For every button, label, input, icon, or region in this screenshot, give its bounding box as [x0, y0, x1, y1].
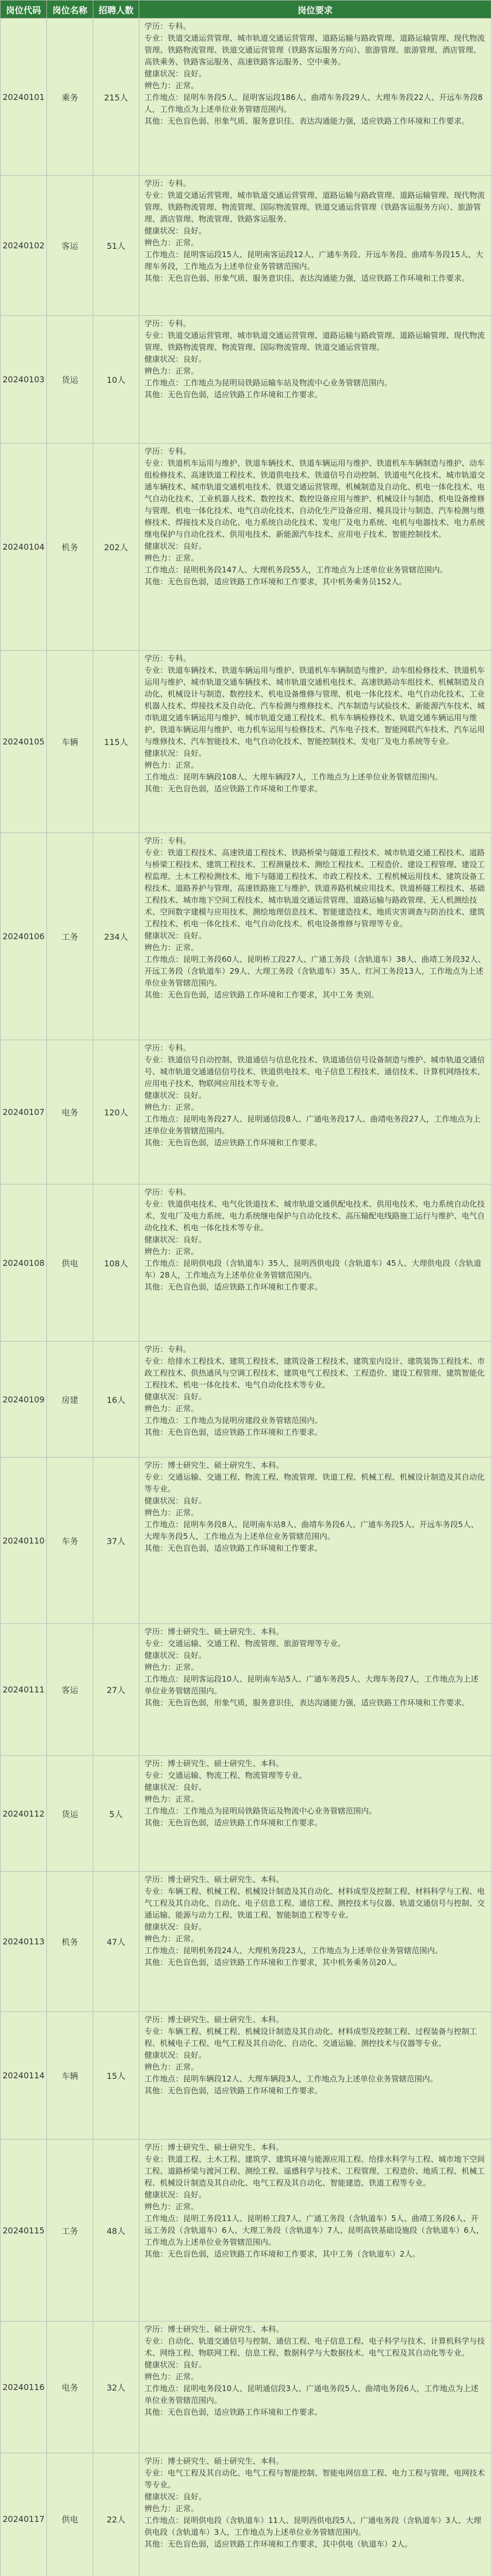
- position-name: 客运: [47, 1624, 93, 1756]
- hiring-count: 51人: [93, 176, 139, 316]
- position-name: 车务: [47, 1458, 93, 1624]
- table-row: [1, 1342, 491, 1458]
- hiring-count: 27人: [93, 1624, 139, 1756]
- position-code: 20240103: [1, 316, 47, 444]
- position-code: 20240101: [1, 19, 47, 176]
- hiring-count: 10人: [93, 316, 139, 444]
- hiring-count: 108人: [93, 1184, 139, 1342]
- table-row: [1, 19, 491, 176]
- position-requirements: 学历：博士研究生、硕士研究生、本科。 专业：自动化、轨道交通信号与控制、通信工程、电子信息工程、电子科学与技术、计算机科学与技术、网络工程、物联网工程、信息工程、数据科学与大数据技术、电气工程及其自动化等专业。 健康状况：良好。 辨色力：正常。 工作地点：昆明电务段10人、昆明通信段3人、广通电务段5人、曲靖电务段6人，工作地点为上述单位业务管辖范围内。 其他：无色盲色弱，适应铁路工作环境和工作要求。: [139, 2321, 491, 2453]
- position-code: 20240114: [1, 2012, 47, 2140]
- table-row: [1, 1184, 491, 1342]
- table-header: [1, 1, 491, 19]
- hiring-count: 120人: [93, 1040, 139, 1184]
- table-row: [1, 1756, 491, 1872]
- table-row: [1, 1458, 491, 1624]
- position-name: 货运: [47, 316, 93, 444]
- table-row: [1, 176, 491, 316]
- position-requirements: 学历：专科。 专业：给排水工程技术、建筑工程技术、建筑设备工程技术、建筑室内设计、建筑装饰工程技术、市政工程技术、供热通风与空调工程技术、建筑电气工程技术、工程造价、建设工程管理、建筑智能化工程技术、机电一体化技术、电气自动化技术等专业。 健康状况：良好。 辨色力：正常。 工作地点：工作地点为昆明房建段业务管辖范围内。 其他：无色盲色弱，适应铁路工作环境和工作要求。: [139, 1342, 491, 1458]
- hiring-count: 215人: [93, 19, 139, 176]
- position-name: 机务: [47, 444, 93, 651]
- position-name: 电务: [47, 2321, 93, 2453]
- position-name: 电务: [47, 1040, 93, 1184]
- hiring-count: 37人: [93, 1458, 139, 1624]
- hiring-count: 234人: [93, 833, 139, 1040]
- table-row: [1, 2321, 491, 2453]
- hiring-count: 22人: [93, 2453, 139, 2576]
- table-body: [1, 19, 491, 2576]
- position-name: 工务: [47, 833, 93, 1040]
- table-row: [1, 1624, 491, 1756]
- position-code: 20240107: [1, 1040, 47, 1184]
- hiring-count: 32人: [93, 2321, 139, 2453]
- col-header-requirements: 岗位要求: [139, 1, 491, 19]
- position-code: 20240116: [1, 2321, 47, 2453]
- col-header-name: 岗位名称: [47, 1, 93, 19]
- position-code: 20240102: [1, 176, 47, 316]
- hiring-count: 115人: [93, 651, 139, 833]
- position-requirements: 学历：专科。 专业：铁道交通运营管理、城市轨道交通运营管理、道路运输与路政管理、道路运输管理、现代物流管理、铁路物流管理、铁道交通运营管理（铁路客运服务方向）、旅游管理、旅游管理、酒店管理、高铁乘务、铁路客运服务、高速铁路客运服务、空中乘务。 健康状况：良好。 辨色力：正常。 工作地点：昆明车务段5人、昆明客运段186人、曲靖车务段29人、大理车务段22人、开远车务段8人，工作地点为上述单位业务管辖范围内。 其他：无色盲色弱、形象气质、服务意识佳、表达沟通能力强，适应铁路工作环境和工作要求。: [139, 19, 491, 176]
- hiring-count: 15人: [93, 2012, 139, 2140]
- hiring-count: 5人: [93, 1756, 139, 1872]
- position-requirements: 学历：专科。 专业：铁道交通运营管理、城市轨道交通运营管理、道路运输与路政管理、道路运输管理、现代物流管理、铁路物流管理、物流管理、国际物流管理、铁道交通运营管理。 健康状况：良好。 辨色力：正常。 工作地点：工作地点为昆明局铁路运输车站及物流中心业务管辖范围内。 其他：无色盲色弱，适应铁路工作环境和工作要求。: [139, 316, 491, 444]
- hiring-count: 16人: [93, 1342, 139, 1458]
- position-name: 工务: [47, 2140, 93, 2321]
- position-code: 20240111: [1, 1624, 47, 1756]
- position-code: 20240105: [1, 651, 47, 833]
- hiring-count: 47人: [93, 1872, 139, 2012]
- table-row: [1, 2012, 491, 2140]
- position-requirements: 学历：专科。 专业：铁道供电技术、电气化铁道技术、城市轨道交通供配电技术、供用电技术、电力系统自动化技术、发电厂及电力系统、电力系统继电保护与自动化技术、高压输配电线路施工运行与维护、电气自动化技术、机电一体化技术等专业。 健康状况：良好。 辨色力：正常。 工作地点：昆明供电段（含轨道车）35人、昆明西供电段（含轨道车）45人、大理供电段（含轨道车）28人，工作地点为上述单位业务管辖范围内。 其他：无色盲色弱，适应铁路工作环境和工作要求。: [139, 1184, 491, 1342]
- table-row: [1, 1040, 491, 1184]
- position-code: 20240113: [1, 1872, 47, 2012]
- position-code: 20240117: [1, 2453, 47, 2576]
- position-code: 20240108: [1, 1184, 47, 1342]
- position-code: 20240112: [1, 1756, 47, 1872]
- header-row: [1, 1, 491, 19]
- position-code: 20240106: [1, 833, 47, 1040]
- table-row: [1, 651, 491, 833]
- position-name: 供电: [47, 1184, 93, 1342]
- position-name: 客运: [47, 176, 93, 316]
- position-requirements: 学历：专科。 专业：铁道信号自动控制、铁道通信与信息化技术、铁道通信信号设备制造与维护、城市轨道交通信号、城市轨道交通通信信号技术、铁道供电技术、电子信息工程技术、通信技术、计算机网络技术、应用电子技术、物联网应用技术等专业。 健康状况：良好。 辨色力：正常。 工作地点：昆明电务段27人、昆明通信段8人、广通电务段17人、曲靖电务段27人，工作地点为上述单位业务管辖范围内。 其他：无色盲色弱，适应铁路工作环境和工作要求。: [139, 1040, 491, 1184]
- position-name: 乘务: [47, 19, 93, 176]
- position-name: 供电: [47, 2453, 93, 2576]
- table-row: [1, 316, 491, 444]
- position-code: 20240104: [1, 444, 47, 651]
- position-requirements: 学历：博士研究生、硕士研究生、本科。 专业：铁道工程、土木工程、建筑学、建筑环境与能源应用工程、给排水科学与工程、城市地下空间工程、道路桥梁与渡河工程、测绘工程、遥感科学与技术、工程管理、工程造价、地质工程、机械工程、机械设计制造及其自动化、电气工程及其自动化、智能建造、铁道工程等专业。 健康状况：良好。 辨色力：正常。 工作地点：昆明工务段11人、昆明桥工段7人、广通工务段（含轨道车）5人、曲靖工务段6人、开远工务段（含轨道车）6人、大理工务段（含轨道车）7人、昆明高铁基础设施段（含轨道车）6人，工作地点为上述单位业务管辖范围内。 其他：无色盲色弱，适应铁路工作环境和工作要求，其中工务（含轨道车）2人。: [139, 2140, 491, 2321]
- hiring-count: 48人: [93, 2140, 139, 2321]
- table-row: [1, 1872, 491, 2012]
- position-requirements: 学历：博士研究生、硕士研究生、本科。 专业：车辆工程、机械工程、机械设计制造及其自动化、材料成型及控制工程、材料科学与工程、电气工程及其自动化、自动化、电子信息工程、通信工程、测控技术与仪器、轨道交通信号与控制、交通运输、能源与动力工程、铁道工程、智能制造工程等专业。 健康状况：良好。 辨色力：正常。 工作地点：昆明机务段24人、大理机务段23人，工作地点为上述单位业务管辖范围内。 其他：无色盲色弱，适应铁路工作环境和工作要求，其中机务乘务员20人。: [139, 1872, 491, 2012]
- position-code: 20240110: [1, 1458, 47, 1624]
- position-code: 20240109: [1, 1342, 47, 1458]
- table-row: [1, 2453, 491, 2576]
- hiring-count: 202人: [93, 444, 139, 651]
- position-requirements: 学历：博士研究生、硕士研究生、本科。 专业：车辆工程、机械工程、机械设计制造及其自动化、材料成型及控制工程、过程装备与控制工程、机械电子工程、电气工程及其自动化、自动化、交通运输、测控技术与仪器等专业。 健康状况：良好。 辨色力：正常。 工作地点：昆明车辆段12人、大理车辆段3人，工作地点为上述单位业务管辖范围内。 其他：无色盲色弱，适应铁路工作环境和工作要求。: [139, 2012, 491, 2140]
- position-name: 车辆: [47, 2012, 93, 2140]
- position-code: 20240115: [1, 2140, 47, 2321]
- table-row: [1, 444, 491, 651]
- col-header-code: 岗位代码: [1, 1, 47, 19]
- col-header-count: 招聘人数: [93, 1, 139, 19]
- table-row: [1, 833, 491, 1040]
- position-name: 货运: [47, 1756, 93, 1872]
- position-requirements: 学历：专科。 专业：铁道交通运营管理、城市轨道交通运营管理、道路运输与路政管理、道路运输管理、现代物流管理、铁路物流管理、物流管理、国际物流管理、铁道交通运营管理（铁路客运服务方向）、旅游管理、酒店管理、物流管理、铁路客运服务。 健康状况：良好。 辨色力：正常。 工作地点：昆明客运段15人、昆明南客运段12人、广通车务段、开远车务段、曲靖车务段15人、大理车务段，工作地点为上述单位业务管辖范围内。 其他：无色盲色弱、形象气质、服务意识佳、表达沟通能力强，适应铁路工作环境和工作要求。: [139, 176, 491, 316]
- position-requirements: 学历：专科。 专业：铁道机车运用与维护、铁道车辆技术、铁道车辆运用与维护、铁道机车车辆制造与维护、动车组检修技术、高速铁道工程技术、铁道供电技术、铁道信号自动控制、铁道电气化技术、城市轨道交通车辆技术、城市轨道交通机电技术、铁道交通运营管理、机械制造及自动化、机电一体化技术、电气自动化技术、工业机器人技术、数控技术、数控设备应用与维护、机械设计与制造、机电设备维修与管理、机电一体化技术、电气自动化技术、自动化生产设备应用、模具设计与制造、汽车检测与维修技术、焊接技术及自动化、电力系统自动化技术、发电厂及电力系统、电机与电器技术、电力系统继电保护与自动化技术、供用电技术、新能源汽车技术、应用电子技术、智能控制技术。 健康状况：良好。 辨色力：正常。 工作地点：昆明机务段147人、大理机务段55人，工作地点为上述单位业务管辖范围内。 其他：无色盲色弱，适应铁路工作环境和工作要求，其中机务乘务员152人。: [139, 444, 491, 651]
- position-requirements: 学历：博士研究生、硕士研究生、本科。 专业：交通运输、交通工程、物流工程、物流管理、铁道工程、机械工程、机械设计制造及其自动化等专业。 健康状况：良好。 辨色力：正常。 工作地点：昆明车务段8人、昆明南车站8人、曲靖车务段6人、广通车务段5人、开远车务段5人、大理车务段5人，工作地点为上述单位业务管辖范围内。 其他：无色盲色弱，适应铁路工作环境和工作要求。: [139, 1458, 491, 1624]
- position-requirements: 学历：博士研究生、硕士研究生、本科。 专业：交通运输、交通工程、物流管理、旅游管理等专业。 健康状况：良好。 辨色力：正常。 工作地点：昆明客运段10人、昆明南车站5人、广通车务段5人、大理车务段7人，工作地点为上述单位业务管辖范围内。 其他：无色盲色弱，形象气质，服务意识佳，表达沟通能力强，适应铁路工作环境和工作要求。: [139, 1624, 491, 1756]
- position-name: 房建: [47, 1342, 93, 1458]
- position-requirements: 学历：专科。 专业：铁道工程技术、高速铁道工程技术、铁路桥梁与隧道工程技术、城市轨道交通工程技术、道路与桥梁工程技术、建筑工程技术、工程测量技术、测绘工程技术、工程造价、建设工程管理、建设工程监理、土木工程检测技术、地下与隧道工程技术、市政工程技术、工程机械运用技术、建筑设备工程技术、道路养护与管理、高速铁路施工与维护、铁道养路机械应用技术、铁道桥隧工程技术、基础工程技术、城市地下空间工程技术、城市轨道交通运营管理、道路运输与路政管理、无人机测绘技术、空间数字建模与应用技术、测绘地理信息技术、智能建造技术、地质灾害调查与防治技术、建筑工程技术、机电一体化技术、电气自动化技术、机电设备维修与管理等专业。 健康状况：良好。 辨色力：正常。 工作地点：昆明工务段60人、昆明桥工段27人、广通工务段（含轨道车）38人、曲靖工务段32人、开远工务段（含轨道车）29人、大理工务段（含轨道车）35人、红河工务段13人，工作地点为上述单位业务管辖范围内。 其他：无色盲色弱，适应铁路工作环境和工作要求，其中工务 类别。: [139, 833, 491, 1040]
- table-row: [1, 2140, 491, 2321]
- position-name: 机务: [47, 1872, 93, 2012]
- position-requirements: 学历：博士研究生、硕士研究生、本科。 专业：电气工程及其自动化、电气工程与智能控制、智能电网信息工程、电力工程与管理、电网技术等专业。 健康状况：良好。 辨色力：正常。 工作地点：昆明供电段（含轨道车）11人、昆明西供电段5人、广通电务段（含轨道车）3人、大理供电段（含轨道车）3人，工作地点为上述单位业务管辖范围内。 其他：无色盲色弱，适应铁路工作环境和工作要求，其中供电（轨道车）2人。: [139, 2453, 491, 2576]
- position-requirements: 学历：专科。 专业：铁道车辆技术、铁道车辆运用与维护、铁道机车车辆制造与维护、动车组检修技术、铁道机车运用与维护、城市轨道交通车辆技术、城市轨道交通机电技术、高速铁路动车组技术、机械制造及自动化、机械设计与制造、数控技术、机电设备维修与管理、机电一体化技术、电气自动化技术、工业机器人技术、焊接技术及自动化、汽车检测与维修技术、汽车制造与试验技术、新能源汽车技术、城市轨道交通车辆运用与维护、城市轨道交通工程技术、机车车辆检修技术、轨道交通车辆运用与维护、铁道车辆运用与维护、电力机车运用与检修技术、汽车电子技术、智能网联汽车技术、汽车运用与维修技术、汽车智能技术、电气自动化技术、智能控制技术、发电厂及电力系统等专业。 健康状况：良好。 辨色力：正常。 工作地点：昆明车辆段108人、大理车辆段7人，工作地点为上述单位业务管辖范围内。 其他：无色盲色弱，适应铁路工作环境和工作要求。: [139, 651, 491, 833]
- position-requirements: 学历：博士研究生、硕士研究生、本科。 专业：交通运输、物流工程、物流管理等专业。 健康状况：良好。 辨色力：正常。 工作地点：工作地点为昆明局铁路货运及物流中心业务管辖范围内。 其他：无色盲色弱，适应铁路工作环境和工作要求。: [139, 1756, 491, 1872]
- position-name: 车辆: [47, 651, 93, 833]
